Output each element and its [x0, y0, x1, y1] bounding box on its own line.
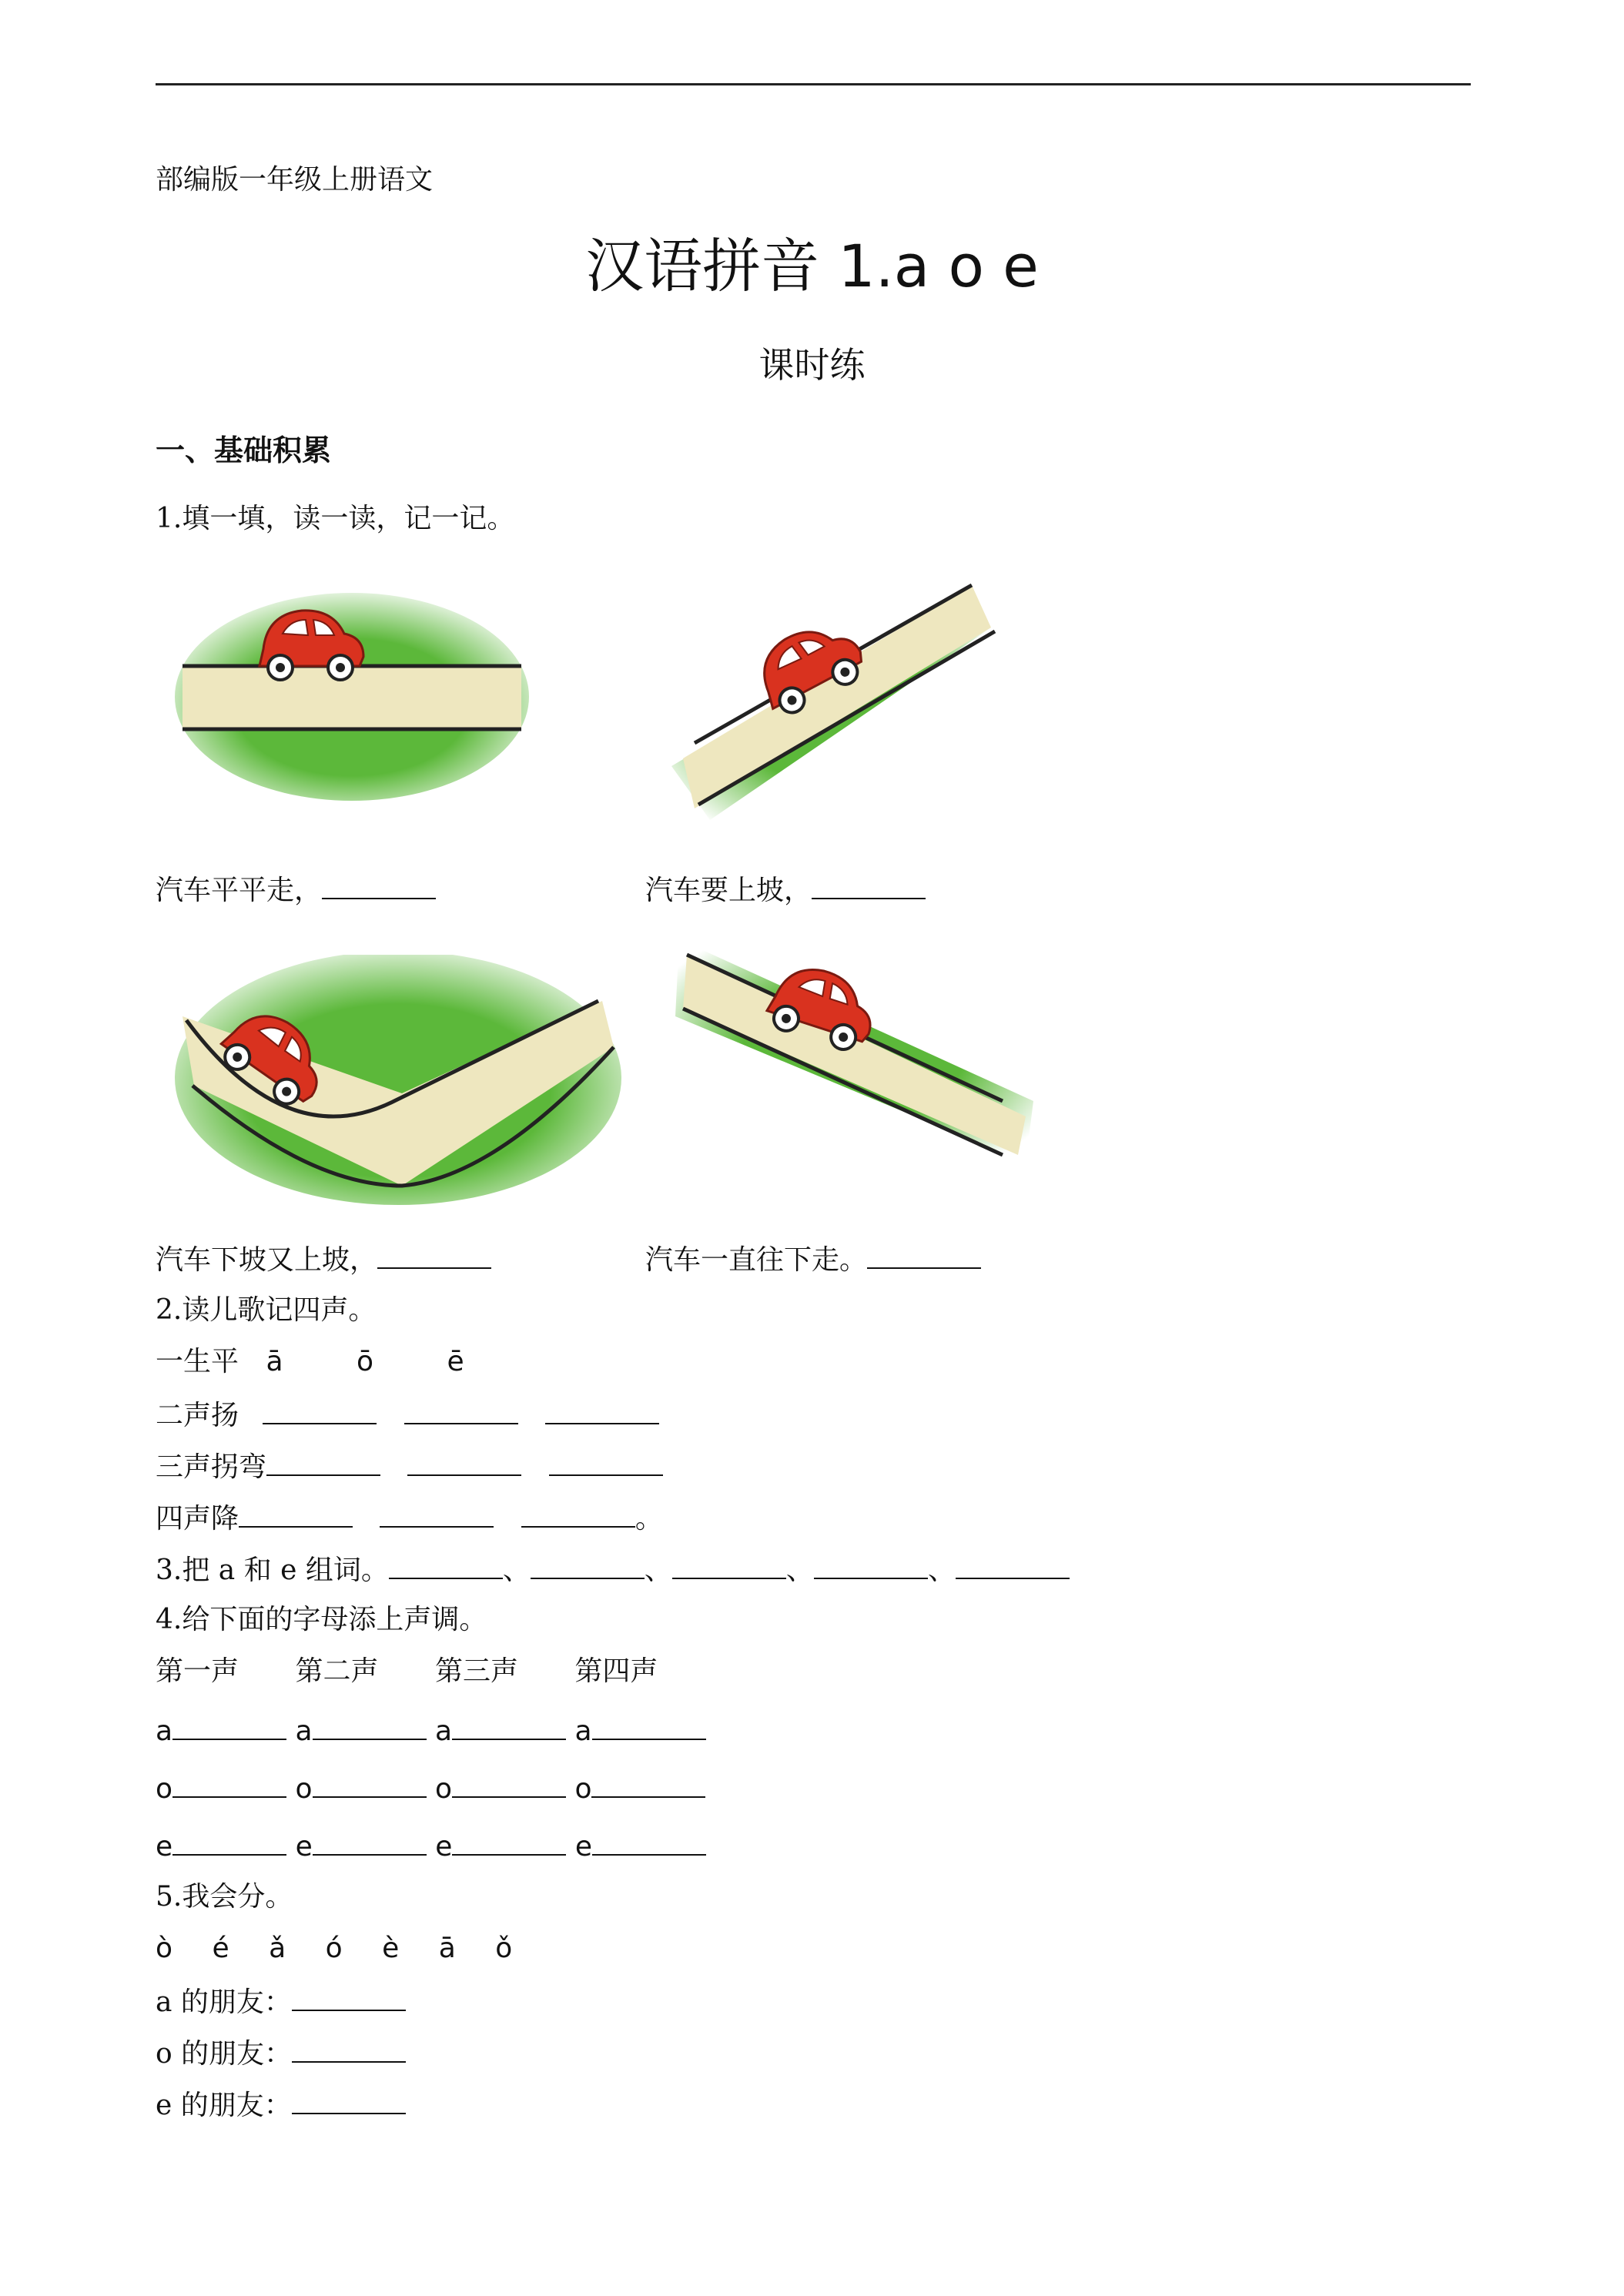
- separator: 、: [927, 1555, 956, 1586]
- letter-o: o: [574, 1773, 592, 1805]
- answer-blank[interactable]: [313, 1769, 427, 1798]
- answer-blank[interactable]: [263, 1395, 377, 1424]
- answer-blank[interactable]: [521, 1498, 635, 1528]
- toned-letter: é: [212, 1933, 229, 1964]
- car-flat-road-image: [171, 581, 533, 805]
- letter-o: o: [295, 1773, 313, 1805]
- tone-line-3: [156, 1447, 663, 1486]
- answer-blank[interactable]: [292, 1982, 406, 2011]
- tone-line-4: [156, 1498, 663, 1538]
- tone-header: 第一声: [156, 1655, 239, 1687]
- answer-blank[interactable]: [172, 1769, 286, 1798]
- end-mark: 。: [635, 1503, 663, 1535]
- tone-line-1: [156, 1344, 464, 1381]
- friend-label: e 的朋友：: [156, 2090, 292, 2121]
- friend-line-e: [156, 2085, 406, 2124]
- letter-o: o: [434, 1773, 452, 1805]
- answer-blank[interactable]: [377, 1240, 491, 1269]
- car-downhill-image: [664, 924, 1064, 1178]
- answer-blank[interactable]: [812, 870, 926, 899]
- letter-a: a: [156, 1715, 173, 1747]
- tone-line-2: [156, 1395, 659, 1434]
- q1-prompt: 1.填一填，读一读，记一记。: [156, 503, 515, 534]
- friend-label: a 的朋友：: [156, 1986, 292, 2018]
- tone-header: 第四声: [574, 1655, 658, 1687]
- caption-text: 汽车一直往下走。: [645, 1244, 868, 1276]
- answer-blank[interactable]: [452, 1769, 566, 1798]
- q2-prompt: 2.读儿歌记四声。: [156, 1294, 377, 1326]
- answer-blank[interactable]: [322, 870, 436, 899]
- tone-mark-o: ō: [356, 1346, 374, 1377]
- answer-blank[interactable]: [452, 1826, 566, 1856]
- tone-line-label: 二声扬: [156, 1400, 239, 1431]
- friend-label: o 的朋友：: [156, 2038, 293, 2070]
- answer-blank[interactable]: [814, 1550, 928, 1579]
- answer-blank[interactable]: [867, 1240, 981, 1269]
- car-uphill-image: [664, 574, 1010, 835]
- q5-prompt: 5.我会分。: [156, 1881, 293, 1913]
- q1-caption-1: [156, 870, 436, 909]
- toned-letter: ò: [156, 1933, 173, 1964]
- friend-line-o: [156, 2033, 406, 2073]
- q3-line: [156, 1550, 1070, 1589]
- page-subtitle: 课时练: [758, 344, 866, 386]
- letter-a: a: [574, 1715, 592, 1747]
- separator: 、: [785, 1555, 814, 1586]
- separator: 、: [644, 1555, 672, 1586]
- answer-blank[interactable]: [172, 1826, 286, 1856]
- answer-blank[interactable]: [313, 1711, 427, 1740]
- letter-e: e: [156, 1831, 173, 1863]
- answer-blank[interactable]: [592, 1711, 706, 1740]
- answer-blank[interactable]: [452, 1711, 566, 1740]
- answer-blank[interactable]: [545, 1395, 659, 1424]
- letter-e: e: [435, 1831, 453, 1863]
- friend-line-a: [156, 1982, 406, 2021]
- answer-blank[interactable]: [266, 1447, 380, 1476]
- answer-blank[interactable]: [956, 1550, 1070, 1579]
- letter-a: a: [435, 1715, 453, 1747]
- tone-header: 第三声: [434, 1655, 518, 1687]
- caption-text: 汽车要上坡，: [645, 875, 812, 906]
- answer-blank[interactable]: [549, 1447, 663, 1476]
- toned-letter: ó: [325, 1933, 343, 1964]
- answer-blank[interactable]: [404, 1395, 518, 1424]
- q1-caption-3: [156, 1240, 491, 1279]
- section-heading: 一、基础积累: [156, 433, 332, 467]
- toned-letter: ǒ: [495, 1933, 513, 1964]
- header-rule: [156, 83, 1471, 85]
- tone-headers: [156, 1653, 658, 1690]
- tone-mark-e: ē: [447, 1346, 464, 1377]
- tone-row-e: [156, 1826, 706, 1866]
- answer-blank[interactable]: [591, 1769, 705, 1798]
- answer-blank[interactable]: [389, 1550, 503, 1579]
- tone-row-o: [156, 1769, 705, 1808]
- tone-line-label: 四声降: [156, 1503, 239, 1535]
- answer-blank[interactable]: [172, 1711, 286, 1740]
- q5-letters: [156, 1930, 512, 1967]
- caption-text: 汽车下坡又上坡，: [156, 1244, 378, 1276]
- answer-blank[interactable]: [292, 2033, 406, 2063]
- toned-letter: ā: [438, 1933, 456, 1964]
- letter-o: o: [156, 1773, 173, 1805]
- separator: 、: [502, 1555, 531, 1586]
- letter-e: e: [574, 1831, 592, 1863]
- letter-a: a: [295, 1715, 313, 1747]
- letter-e: e: [295, 1831, 313, 1863]
- tone-line-label: 三声拐弯: [156, 1451, 267, 1483]
- edition-label: 部编版一年级上册语文: [156, 164, 434, 196]
- tone-header: 第二声: [295, 1655, 379, 1687]
- q1-caption-4: [645, 1240, 981, 1279]
- answer-blank[interactable]: [531, 1550, 645, 1579]
- answer-blank[interactable]: [407, 1447, 521, 1476]
- answer-blank[interactable]: [292, 2085, 406, 2114]
- answer-blank[interactable]: [672, 1550, 786, 1579]
- answer-blank[interactable]: [380, 1498, 494, 1528]
- q4-prompt: 4.给下面的字母添上声调。: [156, 1604, 487, 1635]
- q1-caption-2: [645, 870, 926, 909]
- answer-blank[interactable]: [313, 1826, 427, 1856]
- q3-prompt: 3.把 a 和 e 组词。: [156, 1555, 389, 1586]
- toned-letter: ǎ: [269, 1933, 286, 1964]
- caption-text: 汽车平平走，: [156, 875, 323, 906]
- toned-letter: è: [382, 1933, 400, 1964]
- tone-line-label: 一生平: [156, 1346, 239, 1377]
- tone-row-a: [156, 1711, 706, 1750]
- page-title: 汉语拼音 1.a o e: [585, 232, 1039, 300]
- car-valley-road-image: [171, 955, 625, 1209]
- answer-blank[interactable]: [592, 1826, 706, 1856]
- tone-mark-a: ā: [266, 1346, 283, 1377]
- answer-blank[interactable]: [239, 1498, 353, 1528]
